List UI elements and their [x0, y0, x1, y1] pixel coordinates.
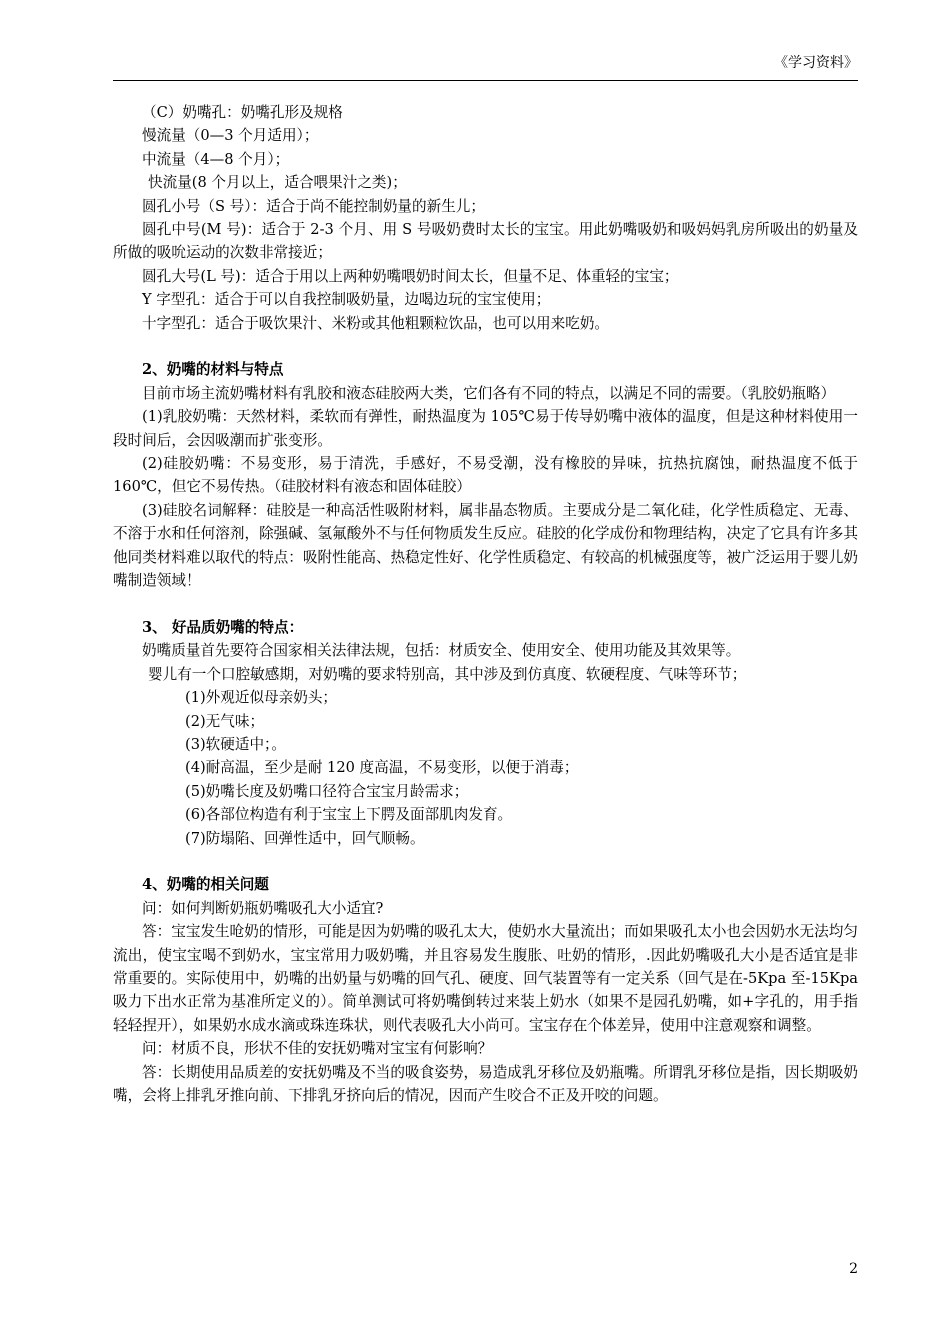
fast-flow-line: 快流量(8 个月以上，适合喂果汁之类)；	[148, 174, 407, 192]
small-hole-line: 圆孔小号（S 号）：适合于尚不能控制奶量的新生儿；	[142, 197, 485, 215]
large-hole-line: 圆孔大号(L 号)：适合于用以上两种奶嘴喂奶时间太长，但量不足、体重轻的宝宝；	[142, 267, 679, 285]
answer-1: 答：宝宝发生呛奶的情形，可能是因为奶嘴的吸孔太大，使奶水大量流出；而如果吸孔太小也会因奶水无法均匀流出，使宝宝喝不到奶水，宝宝常用力吸奶嘴，并且容易发生腹胀、吐奶的情形，.因此奶嘴吸孔大小是否适宜是非常重要的。实际使用中，奶嘴的出奶量与奶嘴的回气孔、硬度、回气装置等有一定关系（回气是在-5Kpa 至-15Kpa 吸力下出水正常为基准所定义的）。简单测试可将奶嘴倒转过来装上奶水（如果不是园孔奶嘴，如+字孔的，用手指轻轻捏开），如果奶水成水滴或珠连珠状，则代表吸孔大小尚可。宝宝存在个体差异，使用中注意观察和调整。	[113, 923, 858, 1034]
nipple-hole-title: （C）奶嘴孔：奶嘴孔形及规格	[142, 104, 343, 121]
silicone-definition-paragraph: (3)硅胶名词解释：硅胶是一种高活性吸附材料，属非晶态物质。主要成分是二氧化硅，化学性质稳定、无毒、不溶于水和任何溶剂，除强碱、氢氟酸外不与任何物质发生反应。硅胶的化学成份和物理结构，决定了它具有许多其他同类材料难以取代的特点：吸附性能高、热稳定性好、化学性质稳定、有较高的机械强度等，被广泛运用于婴儿奶嘴制造领域！	[113, 501, 858, 590]
spacer	[113, 335, 858, 358]
quality-item: (6)各部位构造有利于宝宝上下腭及面部肌肉发育。	[185, 806, 513, 824]
quality-item: (5)奶嘴长度及奶嘴口径符合宝宝月龄需求；	[185, 782, 469, 800]
mid-flow-line: 中流量（4—8 个月）；	[142, 150, 290, 168]
quality-item: (7)防塌陷、回弹性适中，回气顺畅。	[185, 829, 425, 847]
question-1: 问：如何判断奶瓶奶嘴吸孔大小适宜?	[142, 899, 384, 917]
quality-item: (3)软硬适中；。	[185, 735, 286, 753]
quality-item: (2)无气味；	[185, 712, 265, 730]
spacer	[113, 593, 858, 616]
quality-item: (1)外观近似母亲奶头；	[185, 689, 338, 707]
section-3-intro: 奶嘴质量首先要符合国家相关法律法规，包括：材质安全、使用安全、使用功能及其效果等。	[142, 642, 741, 660]
section-4-heading: 4、奶嘴的相关问题	[142, 876, 269, 894]
spacer	[113, 850, 858, 873]
document-body	[113, 101, 858, 1107]
section-2-heading: 2、奶嘴的材料与特点	[142, 361, 284, 379]
section-3-intro-2: 婴儿有一个口腔敏感期，对奶嘴的要求特别高，其中涉及到仿真度、软硬程度、气味等环节；	[148, 665, 747, 683]
section-3-heading: 3、 好品质奶嘴的特点：	[142, 618, 304, 636]
slow-flow-line: 慢流量（0—3 个月适用）；	[142, 127, 319, 145]
y-hole-line: Y 字型孔：适合于可以自我控制吸奶量，边喝边玩的宝宝使用；	[142, 291, 551, 309]
section-2-intro: 目前市场主流奶嘴材料有乳胶和液态硅胶两大类，它们各有不同的特点，以满足不同的需要。（乳胶奶瓶略）	[142, 384, 836, 402]
silicone-nipple-paragraph: (2)硅胶奶嘴：不易变形，易于清洗，手感好，不易受潮，没有橡胶的异味，抗热抗腐蚀，耐热温度不低于 160℃，但它不易传热。（硅胶材料有液态和固体硅胶）	[113, 455, 858, 496]
question-2: 问：材质不良，形状不佳的安抚奶嘴对宝宝有何影响？	[142, 1040, 493, 1058]
medium-hole-paragraph: 圆孔中号(M 号)：适合于 2-3 个月、用 S 号吸奶费时太长的宝宝。用此奶嘴吸奶和吸妈妈乳房所吸出的奶量及所做的吸吮运动的次数非常接近；	[113, 221, 858, 262]
header-divider	[113, 80, 858, 81]
latex-nipple-paragraph: (1)乳胶奶嘴：天然材料，柔软而有弹性，耐热温度为 105℃易于传导奶嘴中液体的温度，但是这种材料使用一段时间后，会因吸潮而扩张变形。	[113, 408, 858, 449]
cross-hole-line: 十字型孔：适合于吸饮果汁、米粉或其他粗颗粒饮品，也可以用来吃奶。	[142, 314, 610, 332]
document-header-title: 《学习资料》	[774, 55, 858, 71]
quality-item: (4)耐高温，至少是耐 120 度高温，不易变形，以便于消毒；	[185, 759, 579, 777]
answer-2: 答：长期使用品质差的安抚奶嘴及不当的吸食姿势，易造成乳牙移位及奶瓶嘴。所谓乳牙移位是指，因长期吸奶嘴，会将上排乳牙推向前、下排乳牙挤向后的情况，因而产生咬合不正及开咬的问题。	[113, 1063, 858, 1105]
page-number: 2	[849, 1261, 858, 1277]
